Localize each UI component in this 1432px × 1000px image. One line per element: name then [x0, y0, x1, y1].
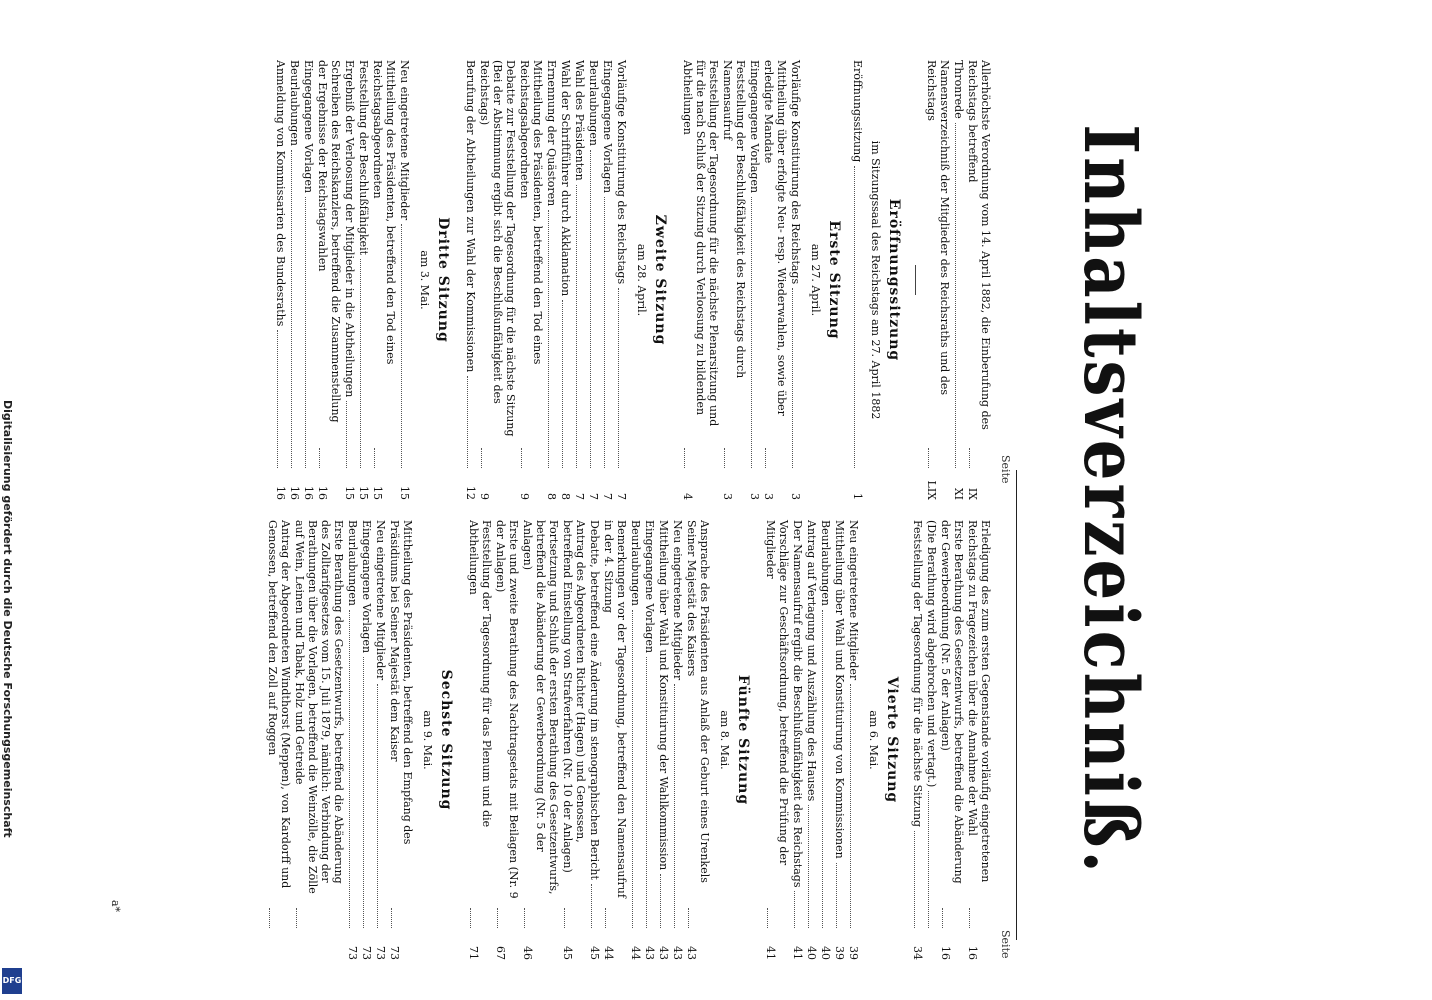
- toc-entry: [966, 520, 992, 960]
- toc-entry-page: 8: [545, 493, 558, 500]
- toc-leader-dots: [521, 448, 522, 468]
- toc-leader-dots: [660, 874, 661, 928]
- toc-entry-text: Mittheilung des Präsidenten, betreffend den Tod eines Reichstagsabgeordneten: [371, 60, 397, 365]
- toc-entry: [573, 60, 586, 500]
- toc-entry: [398, 60, 411, 500]
- toc-entry-text: Erste Berathung des Gesetzentwurfs, betreffend die Abänderung der Gewerbeordnung (Nr. 5 der Anlagen): [939, 520, 965, 884]
- toc-leader-dots: [794, 891, 795, 928]
- toc-entry: [629, 520, 642, 960]
- toc-entry-text: Beurlaubungen: [587, 60, 600, 146]
- toc-entry: [681, 60, 720, 500]
- toc-entry-page: 43: [643, 946, 656, 960]
- toc-entry-text: Eingegangene Vorlagen: [748, 60, 761, 194]
- opening-line: im Sitzungssaal des Reichstags am 27. April 1882: [869, 140, 882, 420]
- toc-entry-page: 41: [791, 946, 804, 960]
- toc-entry-page: 15: [371, 486, 384, 500]
- toc-entry-page: 3: [748, 493, 761, 500]
- toc-entry: [371, 60, 397, 500]
- toc-entry-page: 44: [629, 946, 642, 960]
- toc-entry-page: 16: [966, 946, 979, 960]
- toc-entry: [911, 520, 924, 960]
- toc-entry-text: Erste und zweite Berathung des Nachtragsetats mit Beilagen (Nr. 9 der Anlagen): [494, 520, 520, 899]
- toc-leader-dots: [928, 448, 929, 468]
- toc-entry-page: 4: [681, 493, 694, 500]
- toc-leader-dots: [391, 908, 392, 928]
- toc-entry: [615, 60, 628, 500]
- toc-leader-dots: [590, 150, 591, 468]
- toc-leader-dots: [377, 684, 378, 928]
- toc-leader-dots: [850, 684, 851, 928]
- toc-entry-text: Eingegangene Vorlagen: [360, 520, 373, 654]
- toc-entry-text: Mittheilung über Wahl und Konstituirung der Wahlkommission: [657, 520, 670, 871]
- toc-entry: [748, 60, 761, 500]
- toc-entry: [847, 520, 860, 960]
- session-heading: Dritte Sitzung: [435, 217, 451, 343]
- right-seite-label: Seite: [999, 930, 1012, 959]
- toc-entry-text: Vorschläge zur Geschäftsordnung, betreffend die Prüfung der Mitglieder: [764, 520, 790, 866]
- toc-leader-dots: [604, 197, 605, 468]
- toc-entry: [360, 520, 373, 960]
- toc-leader-dots: [969, 908, 970, 928]
- toc-entry-page: 7: [587, 493, 600, 500]
- left-seite-label: Seite: [999, 455, 1012, 484]
- toc-entry: [762, 60, 788, 500]
- toc-entry-text: Debatte zur Feststellung der Tagesordnung für die nächste Sitzung (Bei der Abstimmung ergibt sich die Beschlußunfähigkeit des Reichstags): [478, 60, 517, 437]
- toc-entry-text: Mittheilung über erfolgte Neu- resp. Wiederwahlen, sowie über erledigte Mandate: [762, 60, 788, 416]
- toc-entry-text: Berufung der Abtheilungen zur Wahl der Kommissionen: [464, 60, 477, 373]
- toc-entry-page: XI: [952, 487, 965, 500]
- toc-leader-dots: [854, 166, 855, 468]
- toc-entry-text: Namensverzeichniß der Mitglieder des Reichsraths und des Reichstags: [925, 60, 951, 396]
- toc-entry-page: 7: [615, 493, 628, 500]
- toc-entry-page: 45: [561, 946, 574, 960]
- toc-entry: [587, 60, 600, 500]
- toc-entry-text: Eingegangene Vorlagen: [643, 520, 656, 654]
- toc-entry: [819, 520, 832, 960]
- toc-leader-dots: [688, 908, 689, 928]
- toc-entry-page: 1: [851, 493, 864, 500]
- toc-entry: [545, 60, 558, 500]
- toc-entry: [721, 60, 747, 500]
- toc-entry: [561, 520, 587, 960]
- page-title: Inhaltsverzeichniß.: [1066, 124, 1153, 876]
- toc-entry-page: IX: [966, 487, 979, 500]
- toc-entry-page: 44: [602, 946, 615, 960]
- toc-leader-dots: [349, 610, 350, 928]
- toc-entry-text: Schreiben des Reichskanzlers, betreffend die Zusammenstellung der Ergebnisse der Reichstagswahlen: [316, 60, 342, 423]
- toc-entry-text: Eröffnungssitzung: [851, 60, 864, 163]
- toc-entry: [833, 520, 846, 960]
- toc-entry-page: 16: [939, 946, 952, 960]
- toc-entry-text: Ernennung der Quästoren: [545, 60, 558, 207]
- toc-entry: [374, 520, 387, 960]
- toc-entry-page: 3: [721, 493, 734, 500]
- toc-leader-dots: [319, 448, 320, 468]
- separator-rule: [1016, 470, 1017, 940]
- toc-entry-page: 67: [494, 946, 507, 960]
- toc-entry: [343, 60, 356, 500]
- toc-entry-text: Mittheilung des Präsidenten, betreffend den Empfang des Präsidiums bei Seiner Majestät dem Kaiser: [388, 520, 414, 845]
- toc-leader-dots: [564, 908, 565, 928]
- toc-entry: [302, 60, 315, 500]
- toc-entry-text: Neu eingetretene Mitglieder: [398, 60, 411, 221]
- toc-leader-dots: [470, 908, 471, 928]
- toc-entry-page: 15: [357, 486, 370, 500]
- toc-entry-text: Ergebniß der Verloosung der Mitglieder in die Abtheilungen: [343, 60, 356, 398]
- toc-entry-text: Feststellung der Tagesordnung für das Plenum und die Abtheilungen: [467, 520, 493, 828]
- toc-leader-dots: [360, 259, 361, 468]
- toc-entry: [851, 60, 864, 500]
- toc-entry-text: Antrag der Abgeordneten Windthorst (Meppen), von Kardorff und Genossen, betreffend den Zoll auf Roggen: [266, 520, 292, 889]
- toc-entry-text: Eingegangene Vorlagen: [302, 60, 315, 194]
- toc-entry: [952, 60, 965, 500]
- toc-entry-text: Antrag des Abgeordneten Richter (Hagen) und Genossen, betreffend Einstellung von Strafverfahren (Nr. 10 der Anlagen): [561, 520, 587, 873]
- toc-leader-dots: [481, 448, 482, 468]
- toc-leader-dots: [765, 448, 766, 468]
- toc-entry-text: Feststellung der Tagesordnung für die nächste Sitzung: [911, 520, 924, 828]
- toc-leader-dots: [674, 684, 675, 928]
- toc-leader-dots: [792, 288, 793, 468]
- session-heading: Sechste Sitzung: [438, 669, 454, 811]
- toc-leader-dots: [618, 288, 619, 468]
- session-heading: Fünfte Sitzung: [735, 674, 751, 806]
- toc-leader-dots: [562, 300, 563, 468]
- toc-leader-dots: [305, 197, 306, 468]
- toc-entry: [643, 520, 656, 960]
- toc-entry-page: 3: [789, 493, 802, 500]
- toc-entry: [939, 520, 965, 960]
- toc-entry: [602, 520, 628, 960]
- toc-entry: [805, 520, 818, 960]
- toc-entry-page: 43: [657, 946, 670, 960]
- toc-entry-page: 41: [764, 946, 777, 960]
- toc-entry: [266, 520, 292, 960]
- toc-leader-dots: [724, 448, 725, 468]
- toc-entry: [925, 520, 938, 960]
- toc-leader-dots: [269, 908, 270, 928]
- toc-leader-dots: [751, 197, 752, 468]
- toc-entry-page: 9: [518, 493, 531, 500]
- toc-entry-text: Feststellung der Beschlußfähigkeit des Reichstags durch Namensaufruf: [721, 60, 747, 379]
- toc-entry-page: 40: [819, 946, 832, 960]
- toc-entry-page: 73: [374, 946, 387, 960]
- toc-entry-text: (Die Berathung wird abgebrochen und vertagt.): [925, 520, 938, 788]
- toc-entry-page: 15: [343, 486, 356, 500]
- toc-entry-text: Erste Berathung des Gesetzentwurfs, betreffend die Abänderung des Zolltarifgesetzes vom 15. Juli 1879, nämlich: Verbindung der Berathungen über die Vorlagen, betreffend die Weinzölle, die Zölle auf Wein, Leinen und Tabak, Holz und Getreide: [293, 520, 345, 894]
- toc-leader-dots: [914, 831, 915, 928]
- toc-leader-dots: [942, 908, 943, 928]
- toc-entry-text: Debatte, betreffend eine Änderung im stenographischen Bericht: [588, 520, 601, 880]
- toc-entry: [494, 520, 520, 960]
- session-date: am 8. Mai.: [718, 710, 731, 770]
- toc-entry: [316, 60, 342, 500]
- toc-entry-text: Beurlaubungen: [629, 520, 642, 606]
- toc-entry: [601, 60, 614, 500]
- session-heading: Vierte Sitzung: [884, 676, 900, 804]
- toc-entry: [464, 60, 477, 500]
- toc-entry-text: Ansprache des Präsidenten aus Anlaß der Geburt eines Urenkels Seiner Majestät des Kaisers: [685, 520, 711, 883]
- toc-entry-text: Der Namensaufruf ergibt die Beschlußunfähigkeit des Reichstags: [791, 520, 804, 888]
- toc-entry: [789, 60, 802, 500]
- toc-entry-page: 40: [805, 946, 818, 960]
- toc-entry-text: Neu eingetretene Mitglieder: [847, 520, 860, 681]
- toc-leader-dots: [969, 448, 970, 468]
- toc-entry-text: Mittheilung über Wahl und Konstituirung von Kommissionen: [833, 520, 846, 859]
- toc-entry-page: 7: [601, 493, 614, 500]
- toc-entry-page: 73: [360, 946, 373, 960]
- toc-entry-text: Wahl der Schriftführer durch Akklamation: [559, 60, 572, 297]
- toc-entry: [685, 520, 711, 960]
- toc-entry-page: 8: [559, 493, 572, 500]
- toc-entry-page: 3: [762, 493, 775, 500]
- toc-leader-dots: [291, 150, 292, 468]
- toc-entry: [388, 520, 414, 960]
- credit-text: Digitalisierung gefördert durch die Deutsche Forschungsgemeinschaft: [1, 400, 14, 838]
- toc-entry: [518, 60, 544, 500]
- toc-entry-text: Vorläufige Konstituirung des Reichstags: [615, 60, 628, 285]
- toc-entry-text: Feststellung der Beschlußfähigkeit: [357, 60, 370, 256]
- toc-entry: [521, 520, 560, 960]
- toc-entry-text: Anmeldung von Kommissarien des Bundesraths: [274, 60, 287, 327]
- toc-entry-text: Neu eingetretene Mitglieder: [374, 520, 387, 681]
- toc-leader-dots: [296, 908, 297, 928]
- toc-entry: [559, 60, 572, 500]
- toc-leader-dots: [524, 908, 525, 928]
- toc-entry-text: Beurlaubungen: [346, 520, 359, 606]
- toc-entry-page: 39: [847, 946, 860, 960]
- toc-leader-dots: [497, 908, 498, 928]
- toc-entry-page: 15: [398, 486, 411, 500]
- session-date: am 9. Mai.: [421, 710, 434, 770]
- toc-leader-dots: [646, 657, 647, 928]
- toc-entry-page: 46: [521, 946, 534, 960]
- toc-leader-dots: [548, 210, 549, 468]
- toc-entry-page: 9: [478, 493, 491, 500]
- toc-leader-dots: [363, 657, 364, 928]
- toc-entry: [478, 60, 517, 500]
- toc-entry-page: 16: [302, 486, 315, 500]
- toc-entry: [657, 520, 670, 960]
- toc-entry-text: Thronrede: [952, 60, 965, 119]
- toc-entry: [288, 60, 301, 500]
- toc-entry-page: 34: [911, 946, 924, 960]
- toc-entry: [791, 520, 804, 960]
- toc-entry-page: 39: [833, 946, 846, 960]
- toc-entry: [293, 520, 345, 960]
- toc-entry-page: 73: [388, 946, 401, 960]
- toc-entry-page: 16: [316, 486, 329, 500]
- short-rule: [915, 265, 916, 295]
- toc-entry-page: 16: [274, 486, 287, 500]
- toc-entry: [467, 520, 493, 960]
- toc-entry-text: Wahl des Präsidenten: [573, 60, 586, 181]
- toc-leader-dots: [955, 123, 956, 468]
- session-date: am 6. Mai.: [867, 710, 880, 770]
- toc-leader-dots: [467, 376, 468, 468]
- toc-leader-dots: [576, 185, 577, 468]
- toc-entry-text: Mittheilung des Präsidenten, betreffend den Tod eines Reichstagsabgeordneten: [518, 60, 544, 365]
- toc-entry-page: 7: [573, 493, 586, 500]
- session-date: am 28. April.: [635, 243, 648, 317]
- toc-entry-text: Antrag auf Vertagung und Auszählung des Hauses: [805, 520, 818, 802]
- toc-entry-text: Feststellung der Tagesordnung für die nächste Plenarsitzung und für die nach Schluß der Sitzung durch Verloosung zu bildenden Abtheilungen: [681, 60, 720, 427]
- toc-entry: [764, 520, 790, 960]
- toc-leader-dots: [277, 330, 278, 468]
- toc-entry: [346, 520, 359, 960]
- toc-entry: [357, 60, 370, 500]
- toc-leader-dots: [605, 908, 606, 928]
- signature-mark: a*: [109, 900, 122, 913]
- toc-entry: [588, 520, 601, 960]
- toc-leader-dots: [591, 884, 592, 928]
- toc-entry-text: Erledigung des zum ersten Gegenstande vorläufig eingetretenen Reichstags zu Fragezeichen über die Annahme der Wahl: [966, 520, 992, 883]
- toc-leader-dots: [928, 791, 929, 928]
- toc-entry-text: Eingegangene Vorlagen: [601, 60, 614, 194]
- toc-entry: [274, 60, 287, 500]
- toc-entry-text: Beurlaubungen: [288, 60, 301, 146]
- toc-entry: [671, 520, 684, 960]
- session-date: am 3. Mai.: [418, 250, 431, 310]
- toc-leader-dots: [684, 448, 685, 468]
- toc-leader-dots: [632, 610, 633, 928]
- session-date: am 27. April.: [809, 243, 822, 317]
- toc-leader-dots: [808, 805, 809, 928]
- toc-entry: [925, 60, 951, 500]
- opening-heading: Eröffnungssitzung: [886, 198, 902, 362]
- toc-entry-text: Fortsetzung und Schluß der ersten Berathung des Gesetzentwurfs, betreffend die Abänderung der Gewerbeordnung (Nr. 5 der Anlagen): [521, 520, 560, 895]
- toc-entry-page: 12: [464, 486, 477, 500]
- toc-entry: [966, 60, 992, 500]
- toc-entry-text: Vorläufige Konstituirung des Reichstags: [789, 60, 802, 285]
- toc-leader-dots: [836, 863, 837, 928]
- credit-strip: [0, 0, 30, 1000]
- toc-entry-page: 43: [671, 946, 684, 960]
- toc-leader-dots: [767, 908, 768, 928]
- toc-entry-page: 16: [288, 486, 301, 500]
- dfg-logo: DFG: [2, 968, 22, 994]
- toc-entry-page: 71: [467, 946, 480, 960]
- toc-entry-page: LIX: [925, 480, 938, 500]
- toc-entry-text: Bemerkungen vor der Tagesordnung, betreffend den Namensaufruf in der 4. Sitzung: [602, 520, 628, 898]
- toc-leader-dots: [822, 610, 823, 928]
- toc-leader-dots: [346, 401, 347, 468]
- toc-entry-page: 73: [346, 946, 359, 960]
- toc-leader-dots: [401, 224, 402, 468]
- toc-entry-text: Allerhöchste Verordnung vom 14. April 1882, die Einberufung des Reichstags betreffend: [966, 60, 992, 430]
- toc-entry-page: 45: [588, 946, 601, 960]
- toc-entry-page: 43: [685, 946, 698, 960]
- session-heading: Zweite Sitzung: [652, 214, 668, 346]
- toc-leader-dots: [374, 448, 375, 468]
- toc-entry-text: Neu eingetretene Mitglieder: [671, 520, 684, 681]
- toc-entry-text: Beurlaubungen: [819, 520, 832, 606]
- session-heading: Erste Sitzung: [826, 220, 842, 340]
